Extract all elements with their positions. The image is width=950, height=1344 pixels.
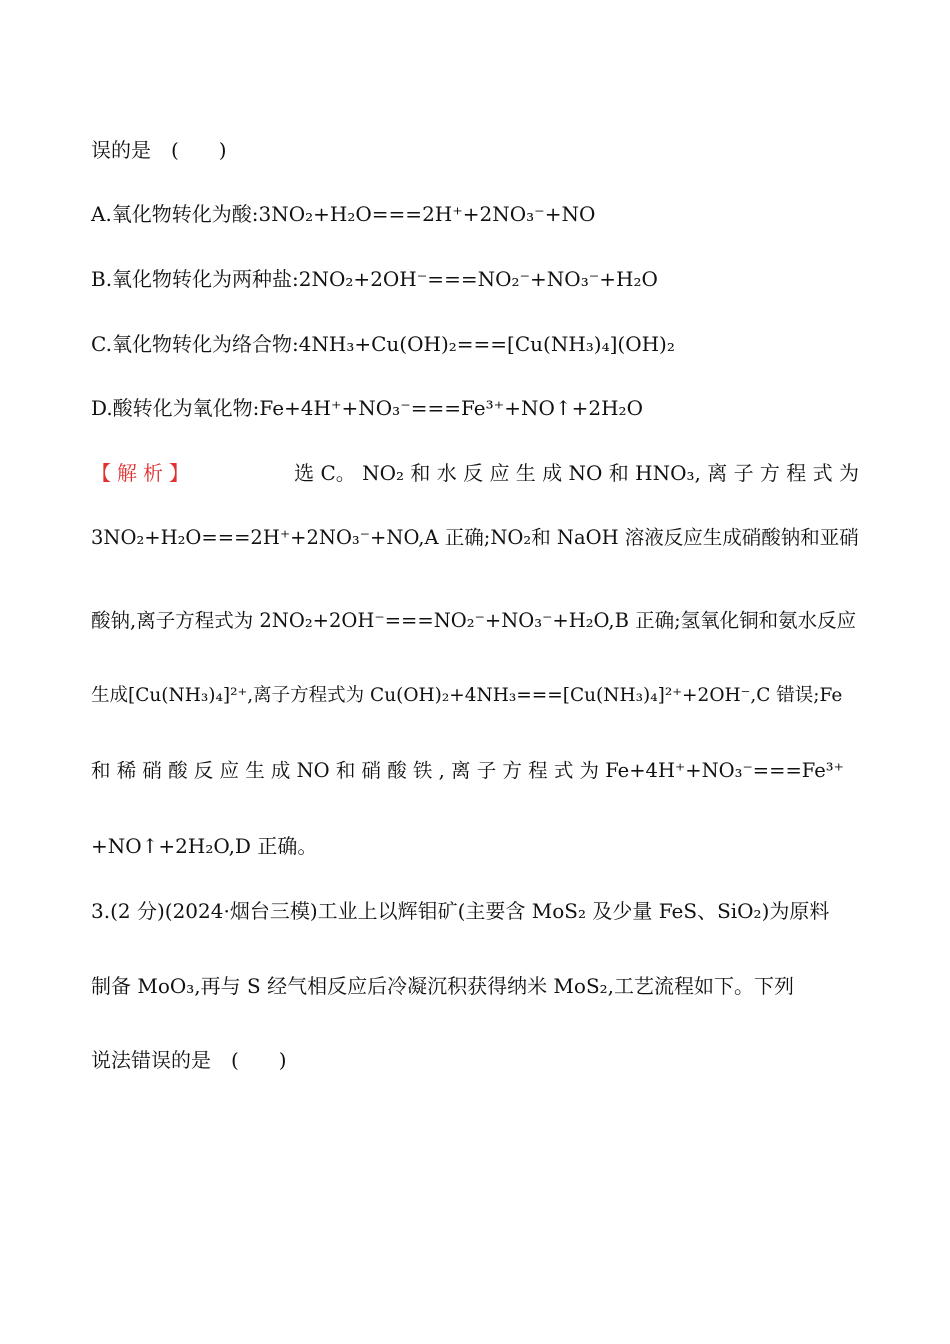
analysis-line-3: 酸钠,离子方程式为 2NO₂+2OH⁻===NO₂⁻+NO₃⁻+H₂O,B 正确;氢氧化铜和氨水反应: [91, 609, 857, 632]
q3-line-1: 3.(2 分)(2024·烟台三模)工业上以辉钼矿(主要含 MoS₂ 及少量 FeS、SiO₂)为原料: [91, 899, 830, 923]
analysis-line-4: 生成[Cu(NH₃)₄]²⁺,离子方程式为 Cu(OH)₂+4NH₃===[Cu(NH₃)₄]²⁺+2OH⁻,C 错误;Fe: [91, 685, 843, 706]
option-b: B.氧化物转化为两种盐:2NO₂+2OH⁻===NO₂⁻+NO₃⁻+H₂O: [91, 267, 658, 291]
analysis-line-1-text: 选 C。 NO₂ 和 水 反 应 生 成 NO 和 HNO₃, 离 子 方 程 式 为: [294, 461, 859, 485]
analysis-line-5: 和 稀 硝 酸 反 应 生 成 NO 和 硝 酸 铁 , 离 子 方 程 式 为 Fe+4H⁺+NO₃⁻===Fe³⁺: [91, 759, 844, 782]
q3-line-2: 制备 MoO₃,再与 S 经气相反应后冷凝沉积获得纳米 MoS₂,工艺流程如下。下列: [91, 974, 795, 998]
option-d: D.酸转化为氧化物:Fe+4H⁺+NO₃⁻===Fe³⁺+NO↑+2H₂O: [91, 396, 643, 420]
analysis-line-2: 3NO₂+H₂O===2H⁺+2NO₃⁻+NO,A 正确;NO₂和 NaOH 溶液反应生成硝酸钠和亚硝: [91, 526, 859, 549]
analysis-line-6: +NO↑+2H₂O,D 正确。: [91, 834, 318, 858]
q3-line-3: 说法错误的是 ( ): [91, 1048, 287, 1072]
q2-stem-end: 误的是 ( ): [91, 138, 227, 162]
option-c: C.氧化物转化为络合物:4NH₃+Cu(OH)₂===[Cu(NH₃)₄](OH)₂: [91, 332, 675, 356]
analysis-label: 【解析】: [91, 461, 195, 485]
analysis-line-1: [91, 459, 859, 487]
option-a: A.氧化物转化为酸:3NO₂+H₂O===2H⁺+2NO₃⁻+NO: [91, 202, 596, 226]
